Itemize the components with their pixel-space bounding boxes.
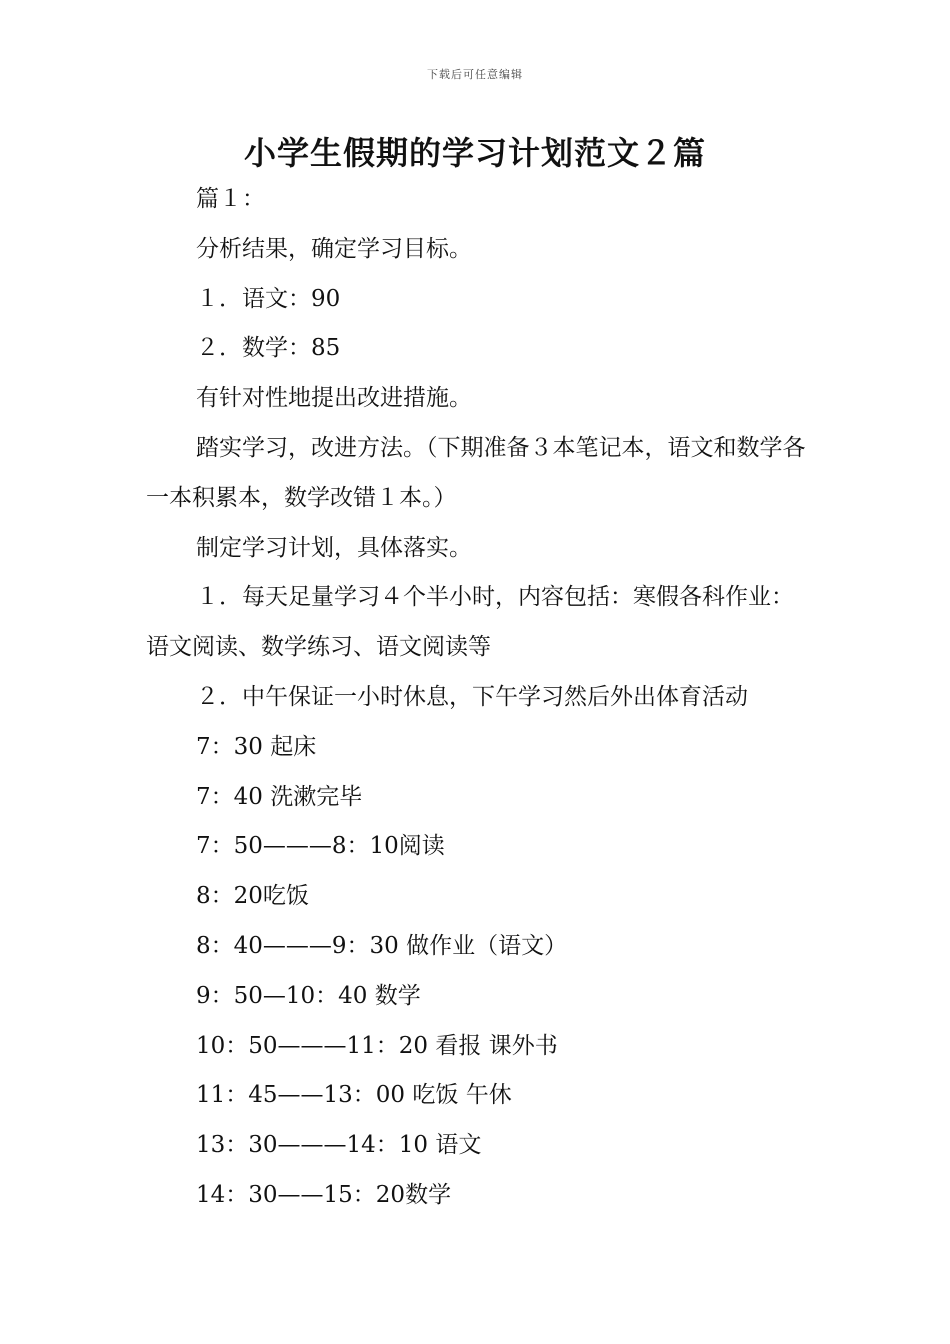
list-item: ２．数学：85 bbox=[196, 335, 341, 362]
paragraph: 有针对性地提出改进措施。 bbox=[196, 385, 472, 412]
schedule-item: 7：40 洗漱完毕 bbox=[196, 783, 363, 810]
section-heading: 篇１： bbox=[196, 186, 265, 212]
schedule-item: 8：20吃饭 bbox=[196, 883, 309, 910]
paragraph: 制定学习计划，具体落实。 bbox=[196, 534, 472, 561]
schedule-item: 8：40———9：30 做作业（语文） bbox=[196, 932, 568, 959]
schedule-item: 9：50—10：40 数学 bbox=[196, 982, 421, 1009]
list-item: １．语文：90 bbox=[196, 285, 341, 312]
list-item: １．每天足量学习４个半小时，内容包括：寒假各科作业：语文阅读、数学练习、语文阅读等 bbox=[146, 584, 794, 661]
schedule-item: 14：30——15：20数学 bbox=[196, 1181, 452, 1208]
schedule-item: 13：30———14：10 语文 bbox=[196, 1132, 482, 1159]
document-title: 小学生假期的学习计划范文２篇 bbox=[243, 134, 706, 172]
schedule-item: 7：50———8：10阅读 bbox=[196, 833, 445, 860]
list-item: ２．中午保证一小时休息，下午学习然后外出体育活动 bbox=[196, 683, 748, 710]
document-body bbox=[146, 175, 811, 1221]
paragraph: 分析结果，确定学习目标。 bbox=[196, 235, 472, 262]
header-note: 下载后可任意编辑 bbox=[427, 68, 523, 81]
schedule-item: 10：50———11：20 看报 课外书 bbox=[196, 1032, 558, 1059]
paragraph: 踏实学习，改进方法。（下期准备３本笔记本，语文和数学各一本积累本，数学改错１本。） bbox=[146, 434, 806, 511]
schedule-item: 7：30 起床 bbox=[196, 733, 317, 760]
schedule-item: 11：45——13：00 吃饭 午休 bbox=[196, 1082, 512, 1109]
